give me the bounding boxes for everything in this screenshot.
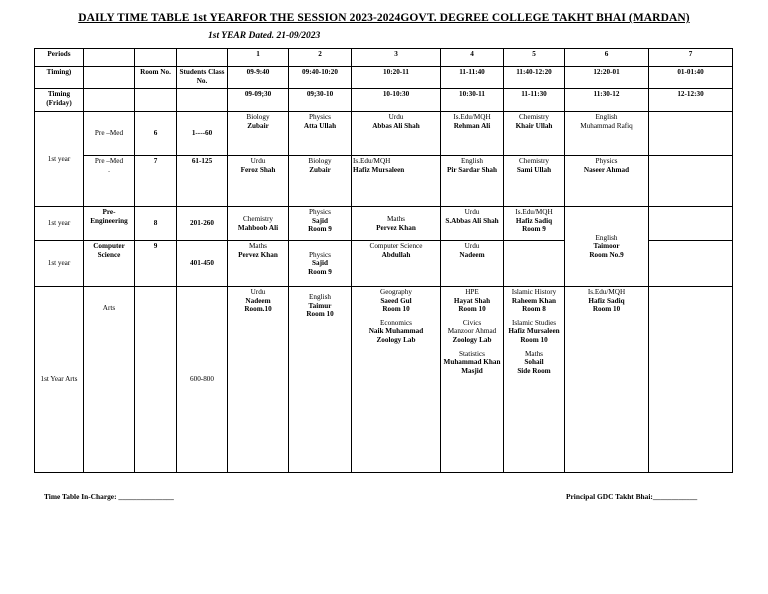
slot-cell: Biology Zubair bbox=[289, 156, 352, 207]
slot-cell: Physics Atta Ullah bbox=[289, 112, 352, 156]
timing-friday-cell: 10-10:30 bbox=[352, 89, 441, 112]
group-cell: Computer Science bbox=[84, 241, 135, 287]
table-row bbox=[35, 156, 733, 207]
timing-cell: 12:20-01 bbox=[565, 67, 649, 89]
period-number: 7 bbox=[649, 49, 733, 67]
room-cell: 9 bbox=[135, 241, 177, 287]
year-cell: 1st Year Arts bbox=[35, 287, 84, 473]
timing-cell: 09:40-10:20 bbox=[289, 67, 352, 89]
slot-cell bbox=[649, 207, 733, 241]
slot-cell: Urdu S.Abbas Ali Shah bbox=[441, 207, 504, 241]
period-number: 3 bbox=[352, 49, 441, 67]
slot-cell: English Muhammad Rafiq bbox=[565, 112, 649, 156]
slot-cell: Urdu Abbas Ali Shah bbox=[352, 112, 441, 156]
slot-cell: Is.Edu/MQH Rehman Ali bbox=[441, 112, 504, 156]
period-number: 1 bbox=[228, 49, 289, 67]
timing-row bbox=[35, 67, 733, 89]
slot-cell bbox=[649, 156, 733, 207]
periods-row bbox=[35, 49, 733, 67]
slot-cell: Is.Edu/MQH Hafiz Sadiq Room 9 bbox=[504, 207, 565, 241]
slot-cell bbox=[504, 241, 565, 287]
slot-cell: Biology Zubair bbox=[228, 112, 289, 156]
slot-cell: Urdu Feroz Shah bbox=[228, 156, 289, 207]
students-cell: 600-800 bbox=[177, 287, 228, 473]
slot-cell: Physics Sajid Room 9 bbox=[289, 241, 352, 287]
slot-cell: Islamic History Raheem Khan Room 8 Islamic Studies Hafiz Mursaleen Room 10 Maths Sohail Side Room bbox=[504, 287, 565, 473]
timetable bbox=[34, 48, 733, 473]
period-number: 4 bbox=[441, 49, 504, 67]
timing-friday-cell: 11:30-12 bbox=[565, 89, 649, 112]
group-cell: Pre –Med . bbox=[84, 156, 135, 207]
slot-cell: Is.Edu/MQH Hafiz Mursaleen bbox=[352, 156, 441, 207]
slot-cell: Urdu Nadeem bbox=[441, 241, 504, 287]
timing-cell: 11:40-12:20 bbox=[504, 67, 565, 89]
slot-cell bbox=[649, 112, 733, 156]
slot-cell: Physics Sajid Room 9 bbox=[289, 207, 352, 241]
slot-cell: Computer Science Abdullah bbox=[352, 241, 441, 287]
students-header: Students Class No. bbox=[177, 67, 228, 89]
year-cell: 1st year bbox=[35, 207, 84, 241]
group-cell: Pre-Engineering bbox=[84, 207, 135, 241]
principal-signature: Principal GDC Takht Bhai:____________ bbox=[566, 492, 698, 501]
period-number: 2 bbox=[289, 49, 352, 67]
period-number: 6 bbox=[565, 49, 649, 67]
slot-cell: Chemistry Mahboob Ali bbox=[228, 207, 289, 241]
timing-friday-cell: 10:30-11 bbox=[441, 89, 504, 112]
table-row bbox=[35, 207, 733, 241]
timing-friday-cell: 09;30-10 bbox=[289, 89, 352, 112]
room-cell: 6 bbox=[135, 112, 177, 156]
table-row bbox=[35, 287, 733, 473]
timing-cell: 09-9:40 bbox=[228, 67, 289, 89]
slot-cell: Is.Edu/MQH Hafiz Sadiq Room 10 bbox=[565, 287, 649, 473]
page-title: DAILY TIME TABLE 1st YEARFOR THE SESSION 2023-2024GOVT. DEGREE COLLEGE TAKHT BHAI (MARDAN) bbox=[78, 12, 690, 24]
timing-friday-cell: 12-12:30 bbox=[649, 89, 733, 112]
year-cell: 1st year bbox=[35, 112, 84, 207]
students-cell: 1----60 bbox=[177, 112, 228, 156]
slot-cell: Physics Naseer Ahmad bbox=[565, 156, 649, 207]
slot-cell: Chemistry Khair Ullah bbox=[504, 112, 565, 156]
timing-friday-label: Timing (Friday) bbox=[35, 89, 84, 112]
timetable-incharge-signature: Time Table In-Charge: _______________ bbox=[44, 492, 174, 501]
students-cell: 61-125 bbox=[177, 156, 228, 207]
slot-cell bbox=[649, 241, 733, 287]
slot-cell: Maths Pervez Khan bbox=[228, 241, 289, 287]
year-cell: 1st year bbox=[35, 241, 84, 287]
timing-cell: 11-11:40 bbox=[441, 67, 504, 89]
slot-cell: Urdu Nadeem Room.10 bbox=[228, 287, 289, 473]
room-cell: 7 bbox=[135, 156, 177, 207]
periods-label: Periods bbox=[35, 49, 84, 67]
timing-label: Timing) bbox=[35, 67, 84, 89]
slot-cell: English Taimoor Room No.9 bbox=[565, 207, 649, 287]
group-cell: Pre –Med bbox=[84, 112, 135, 156]
slot-cell bbox=[649, 287, 733, 473]
room-header: Room No. bbox=[135, 67, 177, 89]
students-cell: 201-260 bbox=[177, 207, 228, 241]
room-cell bbox=[135, 287, 177, 473]
timing-cell: 01-01:40 bbox=[649, 67, 733, 89]
page-subtitle: 1st YEAR Dated. 21-09/2023 bbox=[208, 31, 321, 41]
period-number: 5 bbox=[504, 49, 565, 67]
room-cell: 8 bbox=[135, 207, 177, 241]
slot-cell: HPE Hayat Shah Room 10 Civics Manzoor Ahmad Zoology Lab Statistics Muhammad Khan Masjid bbox=[441, 287, 504, 473]
slot-cell: Chemistry Sami Ullah bbox=[504, 156, 565, 207]
timing-cell: 10:20-11 bbox=[352, 67, 441, 89]
students-cell: 401-450 bbox=[177, 241, 228, 287]
slot-cell: English Taimur Room 10 bbox=[289, 287, 352, 473]
group-cell: Arts bbox=[84, 287, 135, 473]
slot-cell: Maths Pervez Khan bbox=[352, 207, 441, 241]
timing-friday-cell: 11-11:30 bbox=[504, 89, 565, 112]
slot-cell: English Pir Sardar Shah bbox=[441, 156, 504, 207]
timing-friday-cell: 09-09;30 bbox=[228, 89, 289, 112]
table-row bbox=[35, 112, 733, 156]
timing-friday-row bbox=[35, 89, 733, 112]
slot-cell: Geography Saeed Gul Room 10 Economics Naik Muhammad Zoology Lab bbox=[352, 287, 441, 473]
